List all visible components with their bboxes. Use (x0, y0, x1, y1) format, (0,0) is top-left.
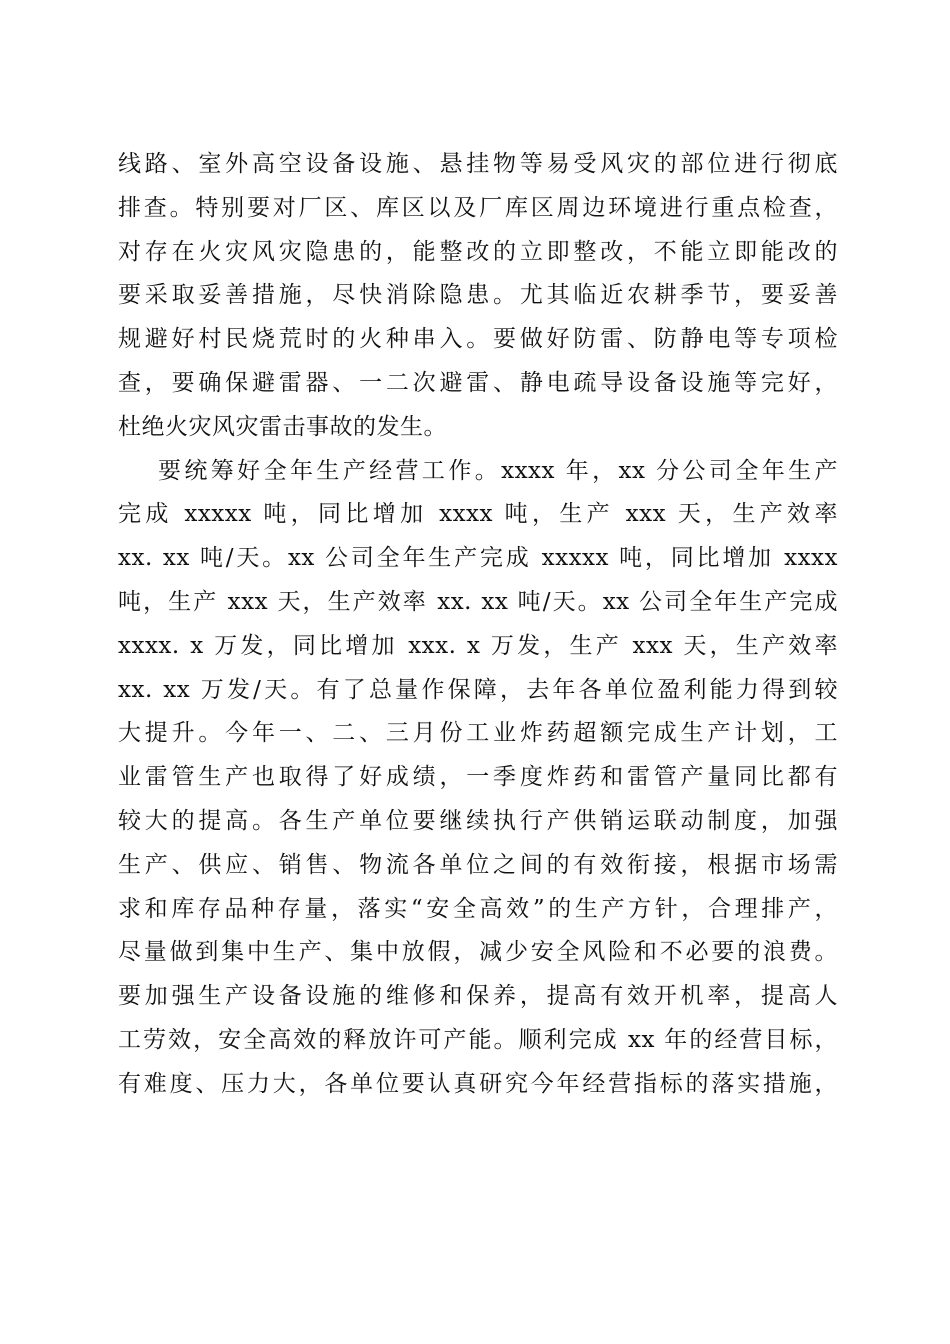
text-line: 要加强生产设备设施的维修和保养，提高有效开机率，提高人 (118, 983, 838, 1010)
text-line: 求和库存品种存量，落实“安全高效”的生产方针，合理排产， (118, 895, 838, 922)
text-line: 排查。特别要对厂区、库区以及厂库区周边环境进行重点检查， (118, 194, 838, 221)
text-line: xx. xx 吨/天。xx 公司全年生产完成 xxxxx 吨，同比增加 xxxx (118, 545, 838, 572)
text-line: 工劳效，安全高效的释放许可产能。顺利完成 xx 年的经营目标， (118, 1026, 838, 1053)
text-line: 规避好村民烧荒时的火种串入。要做好防雷、防静电等专项检 (118, 326, 838, 353)
text-line: 较大的提高。各生产单位要继续执行产供销运联动制度，加强 (118, 807, 838, 834)
text-line: 业雷管生产也取得了好成绩，一季度炸药和雷管产量同比都有 (118, 764, 838, 791)
text-line: xx. xx 万发/天。有了总量作保障，去年各单位盈利能力得到较 (118, 676, 838, 703)
text-line: 吨，生产 xxx 天，生产效率 xx. xx 吨/天。xx 公司全年生产完成 (118, 588, 838, 615)
text-line: 大提升。今年一、二、三月份工业炸药超额完成生产计划，工 (118, 720, 838, 747)
text-line: 完成 xxxxx 吨，同比增加 xxxx 吨，生产 xxx 天，生产效率 (118, 501, 838, 528)
text-line: 生产、供应、销售、物流各单位之间的有效衔接，根据市场需 (118, 851, 838, 878)
text-line: 有难度、压力大，各单位要认真研究今年经营指标的落实措施， (118, 1070, 838, 1097)
text-line: 线路、室外高空设备设施、悬挂物等易受风灾的部位进行彻底 (118, 151, 838, 177)
text-line: 尽量做到集中生产、集中放假，减少安全风险和不必要的浪费。 (118, 939, 838, 966)
text-line: 要统筹好全年生产经营工作。xxxx 年，xx 分公司全年生产 (158, 457, 838, 484)
text-line: xxxx. x 万发，同比增加 xxx. x 万发，生产 xxx 天，生产效率 (118, 632, 838, 659)
text-line: 杜绝火灾风灾雷击事故的发生。 (118, 413, 447, 440)
text-line: 对存在火灾风灾隐患的，能整改的立即整改，不能立即能改的 (118, 238, 838, 265)
text-line: 查，要确保避雷器、一二次避雷、静电疏导设备设施等完好， (118, 369, 838, 396)
text-line: 要采取妥善措施，尽快消除隐患。尤其临近农耕季节，要妥善 (118, 282, 838, 309)
body-text (118, 143, 838, 1107)
